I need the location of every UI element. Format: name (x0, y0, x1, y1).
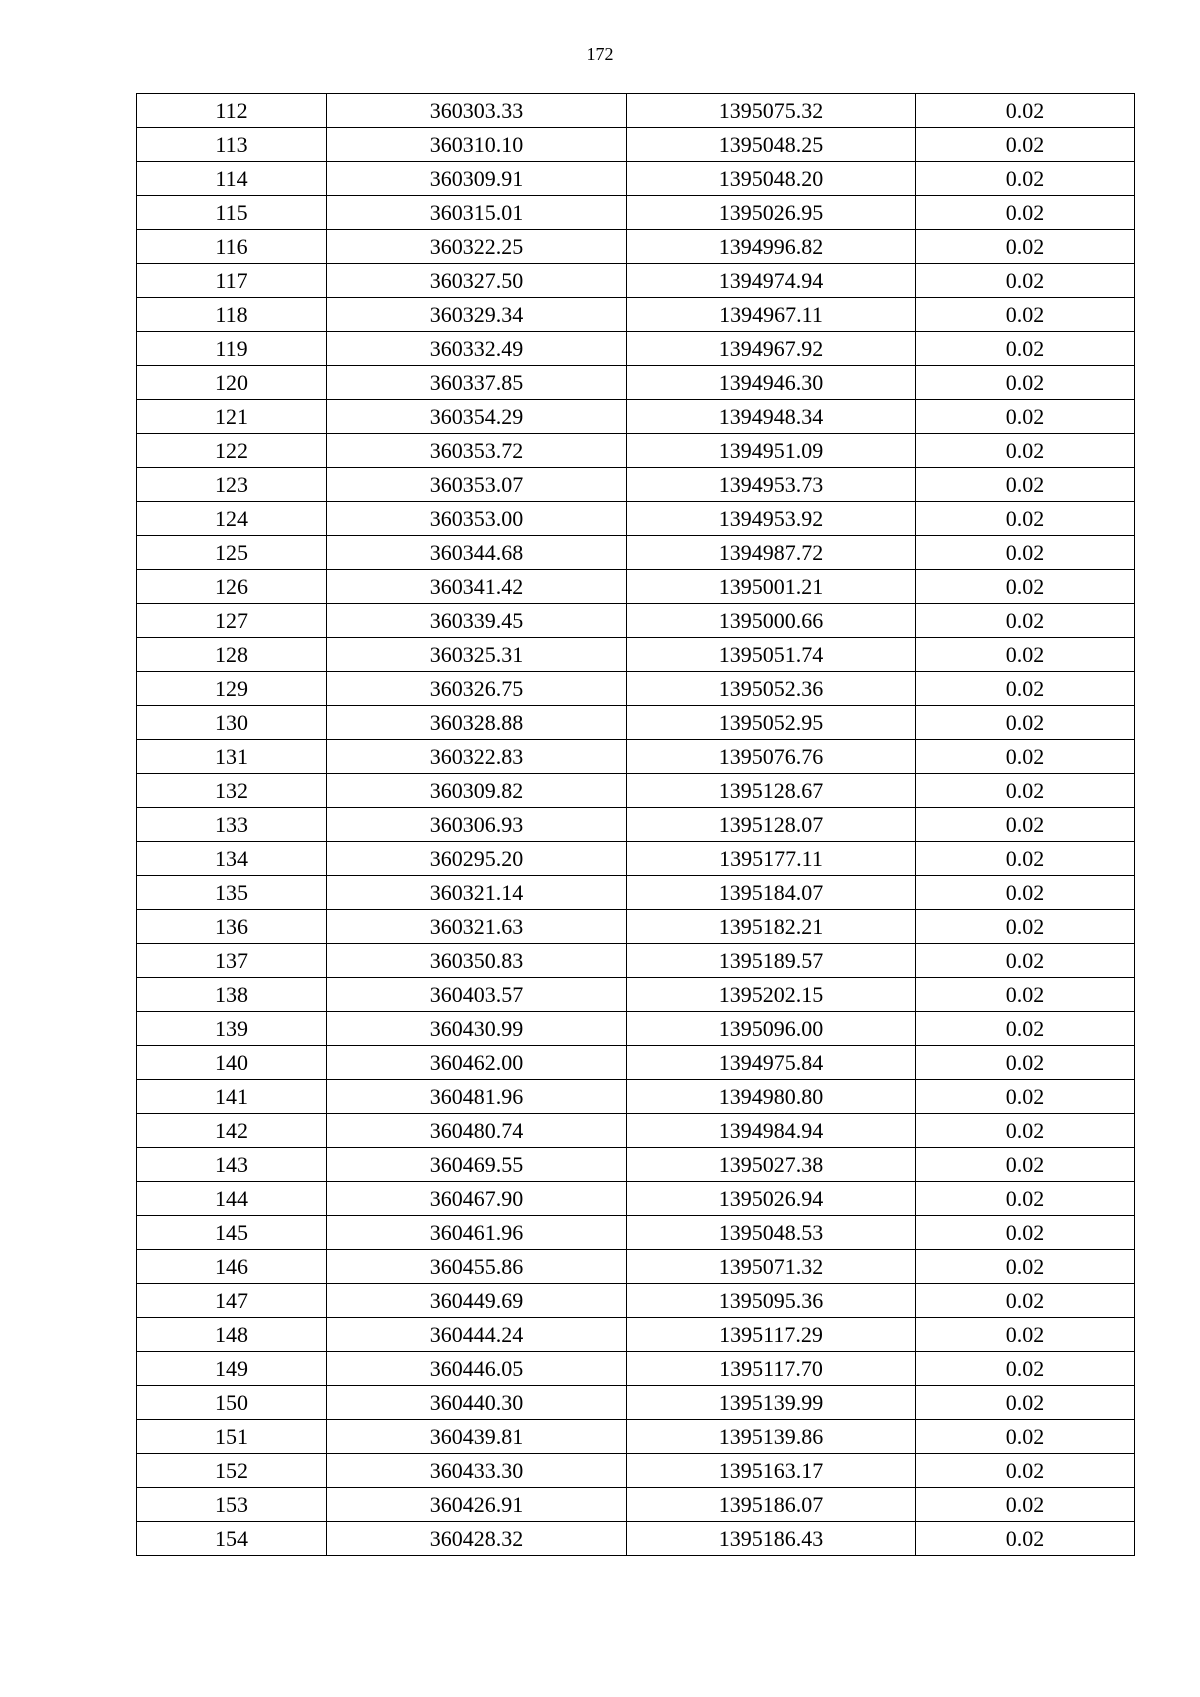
y-coordinate-cell: 1395000.66 (627, 604, 916, 638)
y-coordinate-cell: 1395051.74 (627, 638, 916, 672)
value-cell: 0.02 (916, 944, 1135, 978)
value-cell: 0.02 (916, 570, 1135, 604)
table-row (137, 1454, 1135, 1488)
table-row (137, 1420, 1135, 1454)
point-number-cell: 137 (137, 944, 327, 978)
table-row (137, 604, 1135, 638)
y-coordinate-cell: 1395026.94 (627, 1182, 916, 1216)
point-number-cell: 126 (137, 570, 327, 604)
point-number-cell: 154 (137, 1522, 327, 1556)
value-cell: 0.02 (916, 434, 1135, 468)
table-row (137, 128, 1135, 162)
value-cell: 0.02 (916, 672, 1135, 706)
x-coordinate-cell: 360315.01 (327, 196, 627, 230)
point-number-cell: 152 (137, 1454, 327, 1488)
value-cell: 0.02 (916, 230, 1135, 264)
x-coordinate-cell: 360326.75 (327, 672, 627, 706)
table-row (137, 1046, 1135, 1080)
y-coordinate-cell: 1395184.07 (627, 876, 916, 910)
table-row (137, 298, 1135, 332)
table-row (137, 264, 1135, 298)
x-coordinate-cell: 360306.93 (327, 808, 627, 842)
x-coordinate-cell: 360337.85 (327, 366, 627, 400)
table-row (137, 944, 1135, 978)
x-coordinate-cell: 360321.14 (327, 876, 627, 910)
point-number-cell: 120 (137, 366, 327, 400)
point-number-cell: 148 (137, 1318, 327, 1352)
x-coordinate-cell: 360322.83 (327, 740, 627, 774)
table-row (137, 740, 1135, 774)
y-coordinate-cell: 1394980.80 (627, 1080, 916, 1114)
y-coordinate-cell: 1395048.20 (627, 162, 916, 196)
x-coordinate-cell: 360430.99 (327, 1012, 627, 1046)
table-row (137, 1522, 1135, 1556)
table-row (137, 1216, 1135, 1250)
y-coordinate-cell: 1395095.36 (627, 1284, 916, 1318)
x-coordinate-cell: 360461.96 (327, 1216, 627, 1250)
value-cell: 0.02 (916, 1216, 1135, 1250)
point-number-cell: 115 (137, 196, 327, 230)
table-row (137, 1284, 1135, 1318)
table-row (137, 1352, 1135, 1386)
value-cell: 0.02 (916, 468, 1135, 502)
value-cell: 0.02 (916, 1250, 1135, 1284)
point-number-cell: 151 (137, 1420, 327, 1454)
coordinates-table-body (137, 94, 1135, 1556)
x-coordinate-cell: 360354.29 (327, 400, 627, 434)
point-number-cell: 132 (137, 774, 327, 808)
y-coordinate-cell: 1394946.30 (627, 366, 916, 400)
table-row (137, 1080, 1135, 1114)
point-number-cell: 131 (137, 740, 327, 774)
point-number-cell: 128 (137, 638, 327, 672)
point-number-cell: 145 (137, 1216, 327, 1250)
point-number-cell: 134 (137, 842, 327, 876)
value-cell: 0.02 (916, 332, 1135, 366)
table-row (137, 1318, 1135, 1352)
value-cell: 0.02 (916, 740, 1135, 774)
x-coordinate-cell: 360446.05 (327, 1352, 627, 1386)
value-cell: 0.02 (916, 706, 1135, 740)
table-row (137, 162, 1135, 196)
x-coordinate-cell: 360344.68 (327, 536, 627, 570)
x-coordinate-cell: 360462.00 (327, 1046, 627, 1080)
y-coordinate-cell: 1394953.73 (627, 468, 916, 502)
y-coordinate-cell: 1395048.25 (627, 128, 916, 162)
value-cell: 0.02 (916, 1386, 1135, 1420)
value-cell: 0.02 (916, 94, 1135, 128)
table-row (137, 1386, 1135, 1420)
y-coordinate-cell: 1395052.95 (627, 706, 916, 740)
table-row (137, 978, 1135, 1012)
point-number-cell: 153 (137, 1488, 327, 1522)
x-coordinate-cell: 360353.72 (327, 434, 627, 468)
y-coordinate-cell: 1395071.32 (627, 1250, 916, 1284)
table-row (137, 1012, 1135, 1046)
value-cell: 0.02 (916, 808, 1135, 842)
table-row (137, 638, 1135, 672)
point-number-cell: 114 (137, 162, 327, 196)
point-number-cell: 149 (137, 1352, 327, 1386)
x-coordinate-cell: 360295.20 (327, 842, 627, 876)
value-cell: 0.02 (916, 196, 1135, 230)
value-cell: 0.02 (916, 400, 1135, 434)
value-cell: 0.02 (916, 1046, 1135, 1080)
y-coordinate-cell: 1395186.43 (627, 1522, 916, 1556)
point-number-cell: 146 (137, 1250, 327, 1284)
x-coordinate-cell: 360332.49 (327, 332, 627, 366)
x-coordinate-cell: 360455.86 (327, 1250, 627, 1284)
x-coordinate-cell: 360309.82 (327, 774, 627, 808)
table-row (137, 1182, 1135, 1216)
x-coordinate-cell: 360480.74 (327, 1114, 627, 1148)
x-coordinate-cell: 360339.45 (327, 604, 627, 638)
table-row (137, 434, 1135, 468)
point-number-cell: 127 (137, 604, 327, 638)
table-row (137, 570, 1135, 604)
y-coordinate-cell: 1394975.84 (627, 1046, 916, 1080)
point-number-cell: 136 (137, 910, 327, 944)
point-number-cell: 116 (137, 230, 327, 264)
y-coordinate-cell: 1395139.99 (627, 1386, 916, 1420)
y-coordinate-cell: 1395189.57 (627, 944, 916, 978)
point-number-cell: 139 (137, 1012, 327, 1046)
table-row (137, 1114, 1135, 1148)
y-coordinate-cell: 1395027.38 (627, 1148, 916, 1182)
point-number-cell: 138 (137, 978, 327, 1012)
value-cell: 0.02 (916, 1284, 1135, 1318)
y-coordinate-cell: 1394948.34 (627, 400, 916, 434)
value-cell: 0.02 (916, 128, 1135, 162)
point-number-cell: 119 (137, 332, 327, 366)
y-coordinate-cell: 1395001.21 (627, 570, 916, 604)
y-coordinate-cell: 1395163.17 (627, 1454, 916, 1488)
x-coordinate-cell: 360328.88 (327, 706, 627, 740)
y-coordinate-cell: 1394967.11 (627, 298, 916, 332)
value-cell: 0.02 (916, 1080, 1135, 1114)
table-row (137, 366, 1135, 400)
value-cell: 0.02 (916, 1318, 1135, 1352)
x-coordinate-cell: 360428.32 (327, 1522, 627, 1556)
x-coordinate-cell: 360353.00 (327, 502, 627, 536)
table-row (137, 94, 1135, 128)
coordinates-table (136, 93, 1135, 1556)
x-coordinate-cell: 360467.90 (327, 1182, 627, 1216)
x-coordinate-cell: 360449.69 (327, 1284, 627, 1318)
x-coordinate-cell: 360444.24 (327, 1318, 627, 1352)
point-number-cell: 140 (137, 1046, 327, 1080)
point-number-cell: 135 (137, 876, 327, 910)
point-number-cell: 113 (137, 128, 327, 162)
point-number-cell: 124 (137, 502, 327, 536)
point-number-cell: 118 (137, 298, 327, 332)
point-number-cell: 141 (137, 1080, 327, 1114)
x-coordinate-cell: 360329.34 (327, 298, 627, 332)
table-row (137, 706, 1135, 740)
y-coordinate-cell: 1395052.36 (627, 672, 916, 706)
table-row (137, 400, 1135, 434)
value-cell: 0.02 (916, 638, 1135, 672)
value-cell: 0.02 (916, 1352, 1135, 1386)
table-row (137, 842, 1135, 876)
y-coordinate-cell: 1395177.11 (627, 842, 916, 876)
y-coordinate-cell: 1394984.94 (627, 1114, 916, 1148)
x-coordinate-cell: 360353.07 (327, 468, 627, 502)
x-coordinate-cell: 360426.91 (327, 1488, 627, 1522)
y-coordinate-cell: 1395048.53 (627, 1216, 916, 1250)
value-cell: 0.02 (916, 1182, 1135, 1216)
value-cell: 0.02 (916, 366, 1135, 400)
y-coordinate-cell: 1395128.07 (627, 808, 916, 842)
y-coordinate-cell: 1395117.70 (627, 1352, 916, 1386)
value-cell: 0.02 (916, 842, 1135, 876)
y-coordinate-cell: 1395182.21 (627, 910, 916, 944)
point-number-cell: 147 (137, 1284, 327, 1318)
value-cell: 0.02 (916, 604, 1135, 638)
point-number-cell: 122 (137, 434, 327, 468)
page-number: 172 (586, 44, 614, 64)
x-coordinate-cell: 360433.30 (327, 1454, 627, 1488)
value-cell: 0.02 (916, 1148, 1135, 1182)
y-coordinate-cell: 1395096.00 (627, 1012, 916, 1046)
table-row (137, 672, 1135, 706)
table-row (137, 332, 1135, 366)
table-row (137, 1488, 1135, 1522)
x-coordinate-cell: 360303.33 (327, 94, 627, 128)
value-cell: 0.02 (916, 1420, 1135, 1454)
x-coordinate-cell: 360440.30 (327, 1386, 627, 1420)
point-number-cell: 144 (137, 1182, 327, 1216)
table-row (137, 1250, 1135, 1284)
point-number-cell: 117 (137, 264, 327, 298)
x-coordinate-cell: 360403.57 (327, 978, 627, 1012)
y-coordinate-cell: 1395186.07 (627, 1488, 916, 1522)
y-coordinate-cell: 1395026.95 (627, 196, 916, 230)
x-coordinate-cell: 360322.25 (327, 230, 627, 264)
value-cell: 0.02 (916, 774, 1135, 808)
value-cell: 0.02 (916, 298, 1135, 332)
table-row (137, 808, 1135, 842)
point-number-cell: 112 (137, 94, 327, 128)
x-coordinate-cell: 360309.91 (327, 162, 627, 196)
table-row (137, 196, 1135, 230)
point-number-cell: 133 (137, 808, 327, 842)
point-number-cell: 123 (137, 468, 327, 502)
value-cell: 0.02 (916, 1454, 1135, 1488)
value-cell: 0.02 (916, 502, 1135, 536)
value-cell: 0.02 (916, 1114, 1135, 1148)
x-coordinate-cell: 360481.96 (327, 1080, 627, 1114)
value-cell: 0.02 (916, 978, 1135, 1012)
y-coordinate-cell: 1395075.32 (627, 94, 916, 128)
y-coordinate-cell: 1395128.67 (627, 774, 916, 808)
y-coordinate-cell: 1394987.72 (627, 536, 916, 570)
value-cell: 0.02 (916, 1012, 1135, 1046)
y-coordinate-cell: 1395117.29 (627, 1318, 916, 1352)
point-number-cell: 125 (137, 536, 327, 570)
y-coordinate-cell: 1395076.76 (627, 740, 916, 774)
value-cell: 0.02 (916, 876, 1135, 910)
x-coordinate-cell: 360321.63 (327, 910, 627, 944)
y-coordinate-cell: 1394996.82 (627, 230, 916, 264)
y-coordinate-cell: 1394967.92 (627, 332, 916, 366)
x-coordinate-cell: 360310.10 (327, 128, 627, 162)
point-number-cell: 142 (137, 1114, 327, 1148)
table-row (137, 910, 1135, 944)
x-coordinate-cell: 360469.55 (327, 1148, 627, 1182)
value-cell: 0.02 (916, 1488, 1135, 1522)
value-cell: 0.02 (916, 536, 1135, 570)
point-number-cell: 130 (137, 706, 327, 740)
x-coordinate-cell: 360327.50 (327, 264, 627, 298)
y-coordinate-cell: 1394951.09 (627, 434, 916, 468)
x-coordinate-cell: 360341.42 (327, 570, 627, 604)
point-number-cell: 150 (137, 1386, 327, 1420)
value-cell: 0.02 (916, 162, 1135, 196)
y-coordinate-cell: 1395139.86 (627, 1420, 916, 1454)
x-coordinate-cell: 360325.31 (327, 638, 627, 672)
y-coordinate-cell: 1395202.15 (627, 978, 916, 1012)
point-number-cell: 143 (137, 1148, 327, 1182)
x-coordinate-cell: 360439.81 (327, 1420, 627, 1454)
point-number-cell: 121 (137, 400, 327, 434)
table-row (137, 502, 1135, 536)
point-number-cell: 129 (137, 672, 327, 706)
y-coordinate-cell: 1394953.92 (627, 502, 916, 536)
x-coordinate-cell: 360350.83 (327, 944, 627, 978)
value-cell: 0.02 (916, 910, 1135, 944)
table-row (137, 1148, 1135, 1182)
y-coordinate-cell: 1394974.94 (627, 264, 916, 298)
table-row (137, 468, 1135, 502)
table-row (137, 876, 1135, 910)
value-cell: 0.02 (916, 1522, 1135, 1556)
value-cell: 0.02 (916, 264, 1135, 298)
table-row (137, 774, 1135, 808)
table-row (137, 536, 1135, 570)
table-row (137, 230, 1135, 264)
